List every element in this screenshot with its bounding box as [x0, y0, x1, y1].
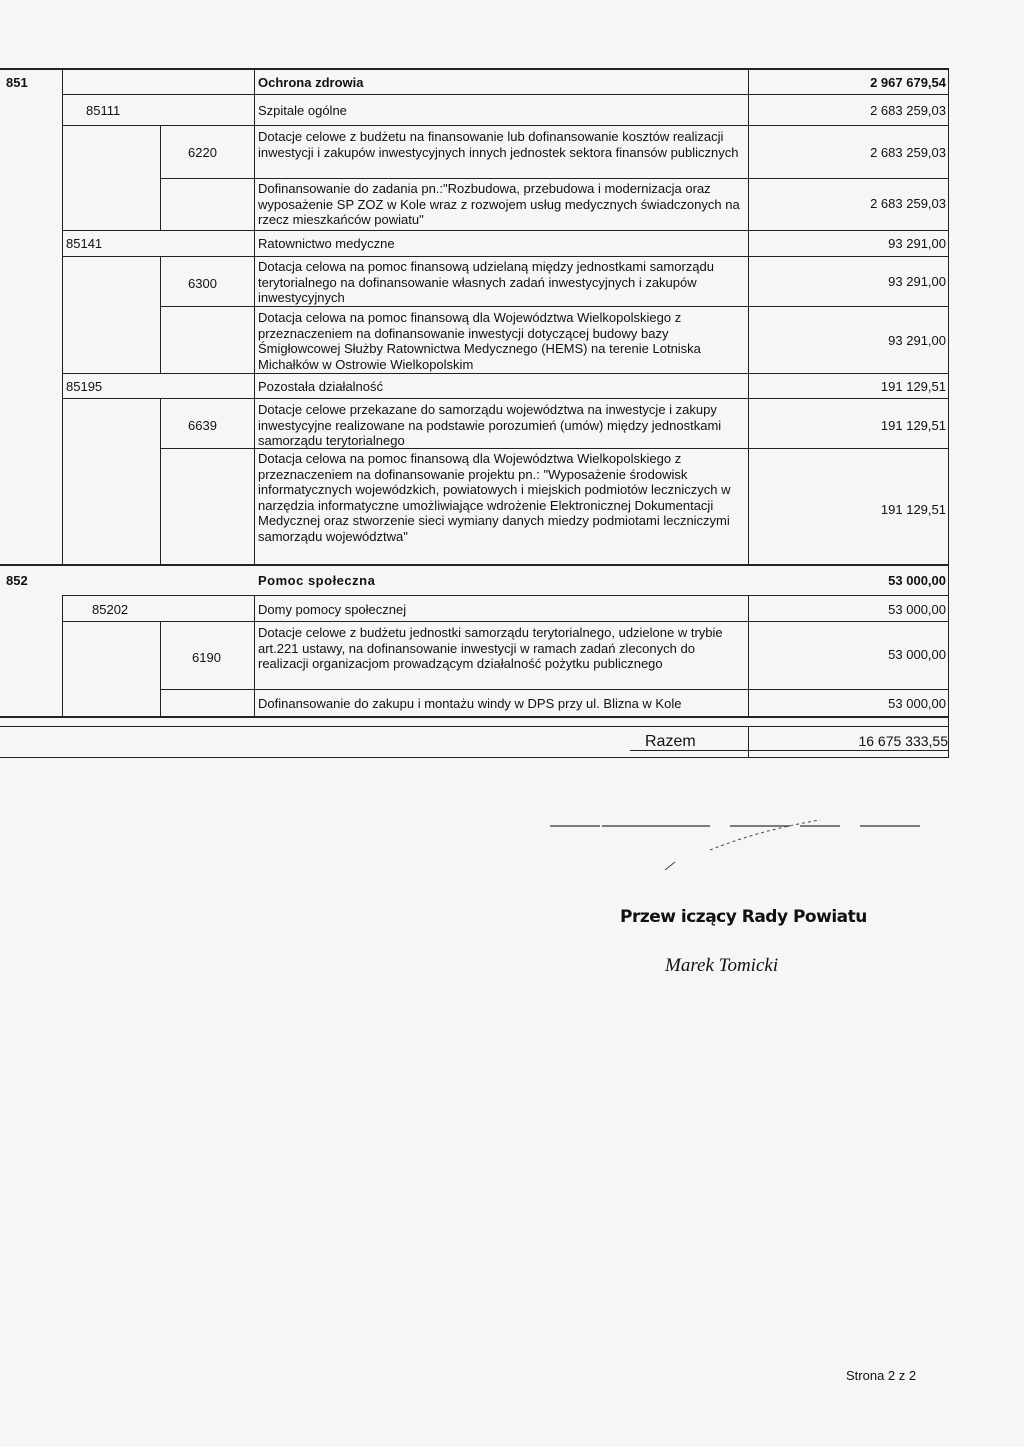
paragraph-code: 6639 [188, 418, 217, 433]
paragraph-code: 6190 [192, 650, 221, 665]
paragraph-description: Dotacje celowe z budżetu jednostki samorządu terytorialnego, udzielone w trybie art.221 ustawy, na dofinansowanie inwestycji w ramach zadań zleconych do realizacji organizacjom prowadzącym działalność pożytku publicznego [258, 625, 723, 671]
rule [748, 726, 749, 757]
task-description: Dofinansowanie do zakupu i montażu windy w DPS przy ul. Blizna w Kole [258, 696, 682, 711]
rule [160, 398, 161, 564]
chapter-amount: 53 000,00 [888, 602, 946, 617]
chapter-code: 85111 [86, 103, 121, 118]
page-number: Strona 2 z 2 [846, 1368, 917, 1383]
rule [254, 595, 255, 716]
task-amount: 2 683 259,03 [870, 196, 946, 211]
rule [62, 256, 948, 257]
section-amount: 2 967 679,54 [870, 75, 946, 90]
paragraph-code: 6220 [188, 145, 217, 160]
section-amount: 53 000,00 [888, 573, 946, 588]
rule [62, 230, 948, 231]
rule [948, 68, 949, 758]
task-amount: 53 000,00 [888, 696, 946, 711]
rule [62, 94, 948, 95]
task-description: Dotacja celowa na pomoc finansową dla Województwa Wielkopolskiego z przeznaczeniem na dofinansowanie inwestycji dotyczącej budowy bazy Śmigłowcowej Służby Ratownictwa Medycznego (HEMS) na terenie Lotniska Michałków w Ostrowie Wielkopolskim [258, 310, 701, 372]
chapter-name: Ratownictwo medyczne [258, 236, 395, 251]
paragraph-description: Dotacje celowe przekazane do samorządu województwa na inwestycje i zakupy inwestycyjne realizowane na podstawie porozumień (umów) między jednostkami samorządu terytorialnego [258, 402, 722, 448]
paragraph-code: 6300 [188, 276, 217, 291]
rule [160, 306, 948, 307]
rule [62, 68, 63, 566]
task-description: Dotacja celowa na pomoc finansową dla Województwa Wielkopolskiego z przeznaczeniem na dofinansowanie projektu pn.: "Wyposażenie środowisk informatycznych wojewódzkich, powiatowych i miejskich podmiotów leczniczych w narzędzia informatyczne umożliwiające wdrożenie Elektronicznej Dokumentacji Medycznej oraz stworzenie sieci wymiany danych miedzy podmiotami leczniczymi samorządu województwa" [258, 451, 731, 544]
rule [0, 68, 948, 70]
section-name: Pomoc społeczna [258, 573, 376, 588]
chapter-amount: 93 291,00 [888, 236, 946, 251]
chapter-code: 85141 [66, 236, 103, 251]
chapter-name: Pozostała działalność [258, 379, 384, 394]
task-amount: 93 291,00 [888, 333, 946, 348]
total-amount: 16 675 333,55 [858, 733, 948, 749]
rule [0, 726, 948, 727]
signature-scribble [540, 810, 940, 880]
rule [62, 373, 948, 374]
chapter-code: 85195 [66, 379, 103, 394]
total-label: Razem [645, 733, 696, 750]
paragraph-amount: 2 683 259,03 [870, 145, 946, 160]
chapter-code: 85202 [92, 602, 129, 617]
rule [160, 125, 161, 230]
rule [160, 256, 161, 373]
rule [62, 595, 948, 596]
rule [0, 564, 948, 566]
rule [62, 595, 63, 716]
rule [62, 125, 948, 126]
rule [748, 68, 749, 566]
paragraph-amount: 191 129,51 [880, 418, 946, 433]
rule [160, 689, 948, 690]
rule [62, 398, 948, 399]
task-description: Dofinansowanie do zadania pn.:"Rozbudowa, przebudowa i modernizacja oraz wyposażenie SP ZOZ w Kole wraz z rozwojem usług medycznych świadczonych na rzecz mieszkańców powiatu" [258, 181, 740, 227]
signature-name: Marek Tomicki [665, 955, 779, 976]
section-code: 852 [6, 573, 28, 588]
rule [62, 621, 948, 622]
rule [748, 595, 749, 716]
paragraph-description: Dotacje celowe z budżetu na finansowanie lub dofinansowanie kosztów realizacji inwestycji i zakupów inwestycyjnych innych jednostek sektora finansów publicznych [258, 129, 739, 160]
paragraph-amount: 53 000,00 [888, 647, 946, 662]
paragraph-amount: 93 291,00 [888, 274, 946, 289]
chapter-name: Szpitale ogólne [258, 103, 347, 118]
signature-title: Przew iczący Rady Powiatu [620, 907, 867, 927]
rule [160, 621, 161, 716]
chapter-amount: 2 683 259,03 [870, 103, 946, 118]
chapter-name: Domy pomocy społecznej [258, 602, 407, 617]
task-amount: 191 129,51 [880, 502, 946, 517]
rule [254, 68, 255, 566]
paragraph-description: Dotacja celowa na pomoc finansową udzielaną między jednostkami samorządu terytorialnego na dofinansowanie własnych zadań inwestycyjnych i zakupów inwestycyjnych [258, 259, 714, 305]
chapter-amount: 191 129,51 [880, 379, 946, 394]
rule [160, 178, 948, 179]
section-name: Ochrona zdrowia [258, 75, 364, 90]
section-code: 851 [6, 75, 28, 90]
rule [0, 716, 948, 718]
rule [0, 757, 948, 758]
